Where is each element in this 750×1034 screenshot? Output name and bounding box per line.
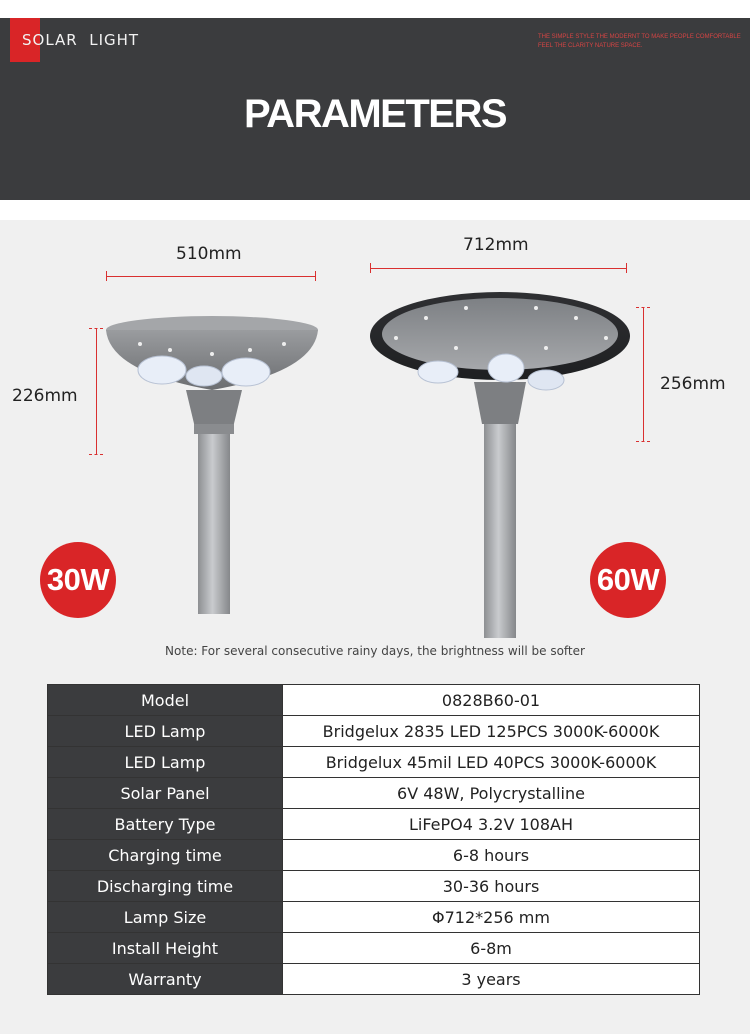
small-solar-lamp-image bbox=[100, 310, 330, 620]
table-row bbox=[48, 871, 700, 902]
table-row bbox=[48, 933, 700, 964]
large-width-tick-left bbox=[370, 263, 371, 273]
spec-value: Bridgelux 45mil LED 40PCS 3000K-6000K bbox=[283, 747, 700, 778]
spec-value: Φ712*256 mm bbox=[283, 902, 700, 933]
page-title: PARAMETERS bbox=[243, 92, 507, 136]
rainy-days-note: Note: For several consecutive rainy days, the brightness will be softer bbox=[165, 644, 585, 658]
spec-label: Lamp Size bbox=[48, 902, 283, 933]
large-width-line bbox=[370, 268, 626, 269]
power-badge-30w: 30W bbox=[40, 542, 116, 618]
table-row bbox=[48, 840, 700, 871]
spec-value: 6-8m bbox=[283, 933, 700, 964]
large-lamp-height-label: 256mm bbox=[660, 374, 726, 394]
spec-value: LiFePO4 3.2V 108AH bbox=[283, 809, 700, 840]
table-row bbox=[48, 964, 700, 995]
power-badge-60w: 60W bbox=[590, 542, 666, 618]
large-height-tick-top bbox=[636, 307, 650, 308]
small-width-line bbox=[106, 276, 316, 277]
spec-label: Install Height bbox=[48, 933, 283, 964]
spec-value: 30-36 hours bbox=[283, 871, 700, 902]
small-width-tick-left bbox=[106, 271, 107, 281]
table-row bbox=[48, 747, 700, 778]
spec-label: Discharging time bbox=[48, 871, 283, 902]
spec-table bbox=[47, 684, 700, 995]
table-row bbox=[48, 716, 700, 747]
table-row bbox=[48, 685, 700, 716]
spec-label: Battery Type bbox=[48, 809, 283, 840]
spec-value: 6-8 hours bbox=[283, 840, 700, 871]
small-width-tick-right bbox=[315, 271, 316, 281]
top-strip bbox=[0, 0, 750, 18]
table-row bbox=[48, 902, 700, 933]
large-height-line bbox=[643, 307, 644, 441]
spec-label: Warranty bbox=[48, 964, 283, 995]
spec-value: Bridgelux 2835 LED 125PCS 3000K-6000K bbox=[283, 716, 700, 747]
separator bbox=[0, 200, 750, 220]
spec-value: 0828B60-01 bbox=[283, 685, 700, 716]
spec-label: Solar Panel bbox=[48, 778, 283, 809]
large-height-tick-bottom bbox=[636, 441, 650, 442]
table-row bbox=[48, 778, 700, 809]
spec-value: 3 years bbox=[283, 964, 700, 995]
small-lamp-height-label: 226mm bbox=[12, 386, 78, 406]
small-height-line bbox=[96, 328, 97, 454]
spec-label: LED Lamp bbox=[48, 716, 283, 747]
spec-label: LED Lamp bbox=[48, 747, 283, 778]
small-lamp-width-label: 510mm bbox=[176, 244, 242, 264]
large-lamp-width-label: 712mm bbox=[463, 235, 529, 255]
large-width-tick-right bbox=[626, 263, 627, 273]
spec-value: 6V 48W, Polycrystalline bbox=[283, 778, 700, 809]
table-row bbox=[48, 809, 700, 840]
spec-label: Charging time bbox=[48, 840, 283, 871]
spec-label: Model bbox=[48, 685, 283, 716]
tagline: THE SIMPLE STYLE THE MODERNT TO MAKE PEOPLE COMFORTABLE FEEL THE CLARITY NATURE SPACE. bbox=[538, 34, 741, 49]
logo-text: SOLAR LIGHT bbox=[22, 31, 140, 49]
